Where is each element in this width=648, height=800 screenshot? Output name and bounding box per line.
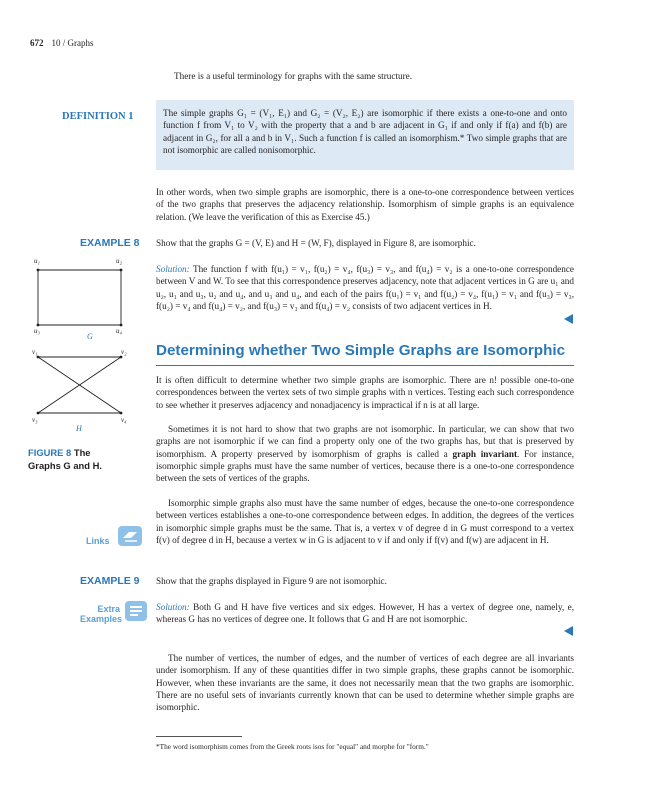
- vertex-label-v3: v₃: [32, 416, 38, 424]
- example9-solution: [156, 601, 574, 626]
- figure-8-caption: [28, 446, 102, 472]
- section-para-3: Isomorphic simple graphs also must have the same number of edges, because the one-to-one correspondence between vertices establishes a one-to-one correspondence between edges. In addition, the degrees of the vertices in isomorphic simple graphs must be the same. That is, a vertex v of degree d in G must correspond to a vertex f(v) of degree d in H, because a vertex w in G is adjacent to v if and only if f(v) and f(w) are adjacent in H.: [156, 498, 574, 545]
- vertex-label-v4: v₄: [121, 416, 127, 424]
- section-para-2-start: Sometimes it is not hard to show that two graphs are not isomorphic. In particular, we can show that two graphs are not isomorphic if we can find a property only one of the two graphs has, but that is preserved by isomorphism. A property preserved by isomorphism of graphs is called a: [156, 424, 574, 459]
- figure-8-number: FIGURE 8: [28, 447, 72, 458]
- graph-g-label: G: [87, 332, 93, 341]
- figure-8: [25, 255, 145, 435]
- definition-label: DEFINITION 1: [62, 111, 134, 122]
- graph-h: [37, 356, 123, 415]
- solution-tag: Solution:: [156, 602, 190, 612]
- vertex-label-u3: u₃: [34, 327, 40, 335]
- example9-solution-text: Both G and H have five vertices and six edges. However, H has a vertex of degree one, namely, e, whereas G has no vertices of degree one. It follows that G and H are not isomorphic.: [156, 602, 574, 625]
- vertex-label-v2: v₂: [121, 348, 127, 356]
- page-number: 672: [30, 38, 44, 48]
- example9-label: EXAMPLE 9: [80, 575, 140, 587]
- end-of-solution-icon: [564, 314, 573, 324]
- para-after-definition: In other words, when two simple graphs are isomorphic, there is a one-to-one correspondence between vertices of the two graphs that preserves the adjacency relationship. Isomorphism of simple graphs is an equivalence relation. (We leave the verification of this as Exercise 45.): [156, 187, 574, 222]
- section-rule: [156, 365, 574, 366]
- links-label[interactable]: Links: [86, 536, 110, 546]
- section-para-2-end: . For instance, isomorphic simple graphs must have the same number of vertices, because there is a one-to-one correspondence between the sets of vertices of the graphs.: [156, 448, 574, 484]
- vertex-label-u4: u₄: [116, 327, 122, 335]
- vertex-label-v1: v₁: [32, 348, 38, 356]
- vertex-label-u1: u₁: [34, 257, 40, 265]
- graph-h-label: H: [76, 424, 82, 433]
- graph-invariant-term: graph invariant: [452, 448, 518, 459]
- definition-box: [156, 100, 574, 170]
- extra-examples-line2: Examples: [80, 614, 123, 624]
- example8-solution-text: The function f with f(u₁) = v₁, f(u₂) = v₄, f(u₃) = v₃, and f(u₄) = v₂ is a one-to-one correspondence between V and W. To see that this correspondence preserves adjacency, note that adjacent vertices in G are u₁ and u₂, u₁ and u₃, u₂ and u₄, and u₃ and u₄, and each of the pairs f(u₁) = v₁ and f(u₂) = v₄, f(u₁) = v₁ and f(u₃) = v₃, f(u₂) = v₄ and f(u₄) = v₂, and f(u₃) = v₃ and f(u₄) = v₂ consists of two adjacent vertices in H.: [156, 264, 574, 311]
- solution-tag: Solution:: [156, 264, 190, 274]
- figure-8-caption-part2: Graphs G and H.: [28, 460, 102, 471]
- extra-examples-icon[interactable]: [124, 600, 148, 622]
- section-para-1: It is often difficult to determine whether two simple graphs are isomorphic. There are n! possible one-to-one correspondences between the vertex sets of two simple graphs with n vertices. Testing each such correspondence to see whether it preserves adjacency and nonadjacency is impractical if n is at all large.: [156, 375, 574, 410]
- example8-statement: Show that the graphs G = (V, E) and H = (W, F), displayed in Figure 8, are isomorphic.: [156, 238, 476, 248]
- end-of-solution-icon: [564, 626, 573, 636]
- definition-text: The simple graphs G₁ = (V₁, E₁) and G₂ = (V₂, E₂) are isomorphic if there exists a one-to-one and onto function f from V₁ to V₂ with the property that a and b are adjacent in G₁ if and only if f(a) and f(b) are adjacent in G₂, for all a and b in V₁. Such a function f is called an isomorphism.* Two simple graphs that are not isomorphic are called nonisomorphic.: [163, 108, 567, 155]
- extra-examples-line1: Extra: [97, 604, 120, 614]
- intro-text: There is a useful terminology for graphs with the same structure.: [174, 71, 413, 81]
- page-header: [30, 38, 94, 48]
- example8-solution: [156, 263, 574, 312]
- extra-examples-label[interactable]: [80, 604, 123, 624]
- footnote-rule: [156, 736, 242, 737]
- section-heading: Determining whether Two Simple Graphs are Isomorphic: [156, 342, 566, 359]
- example8-label: EXAMPLE 8: [80, 237, 140, 249]
- section-para-2: [156, 423, 574, 484]
- running-title: 10 / Graphs: [51, 38, 94, 48]
- example9-statement: Show that the graphs displayed in Figure 9 are not isomorphic.: [156, 576, 387, 586]
- links-icon[interactable]: [116, 524, 144, 548]
- section-para-4: The number of vertices, the number of edges, and the number of vertices of each degree are all invariants under isomorphism. If any of these quantities differ in two simple graphs, these graphs cannot be isomorphic. However, when these invariants are the same, it does not necessarily mean that the two graphs are isomorphic. There are no useful sets of invariants currently known that can be used to determine whether simple graphs are isomorphic.: [156, 653, 574, 713]
- footnote: *The word isomorphism comes from the Greek roots isos for "equal" and morphe for "form.": [156, 742, 429, 751]
- vertex-label-u2: u₂: [116, 257, 122, 265]
- graph-g: [37, 269, 123, 327]
- figure-8-caption-part1: The: [71, 447, 91, 458]
